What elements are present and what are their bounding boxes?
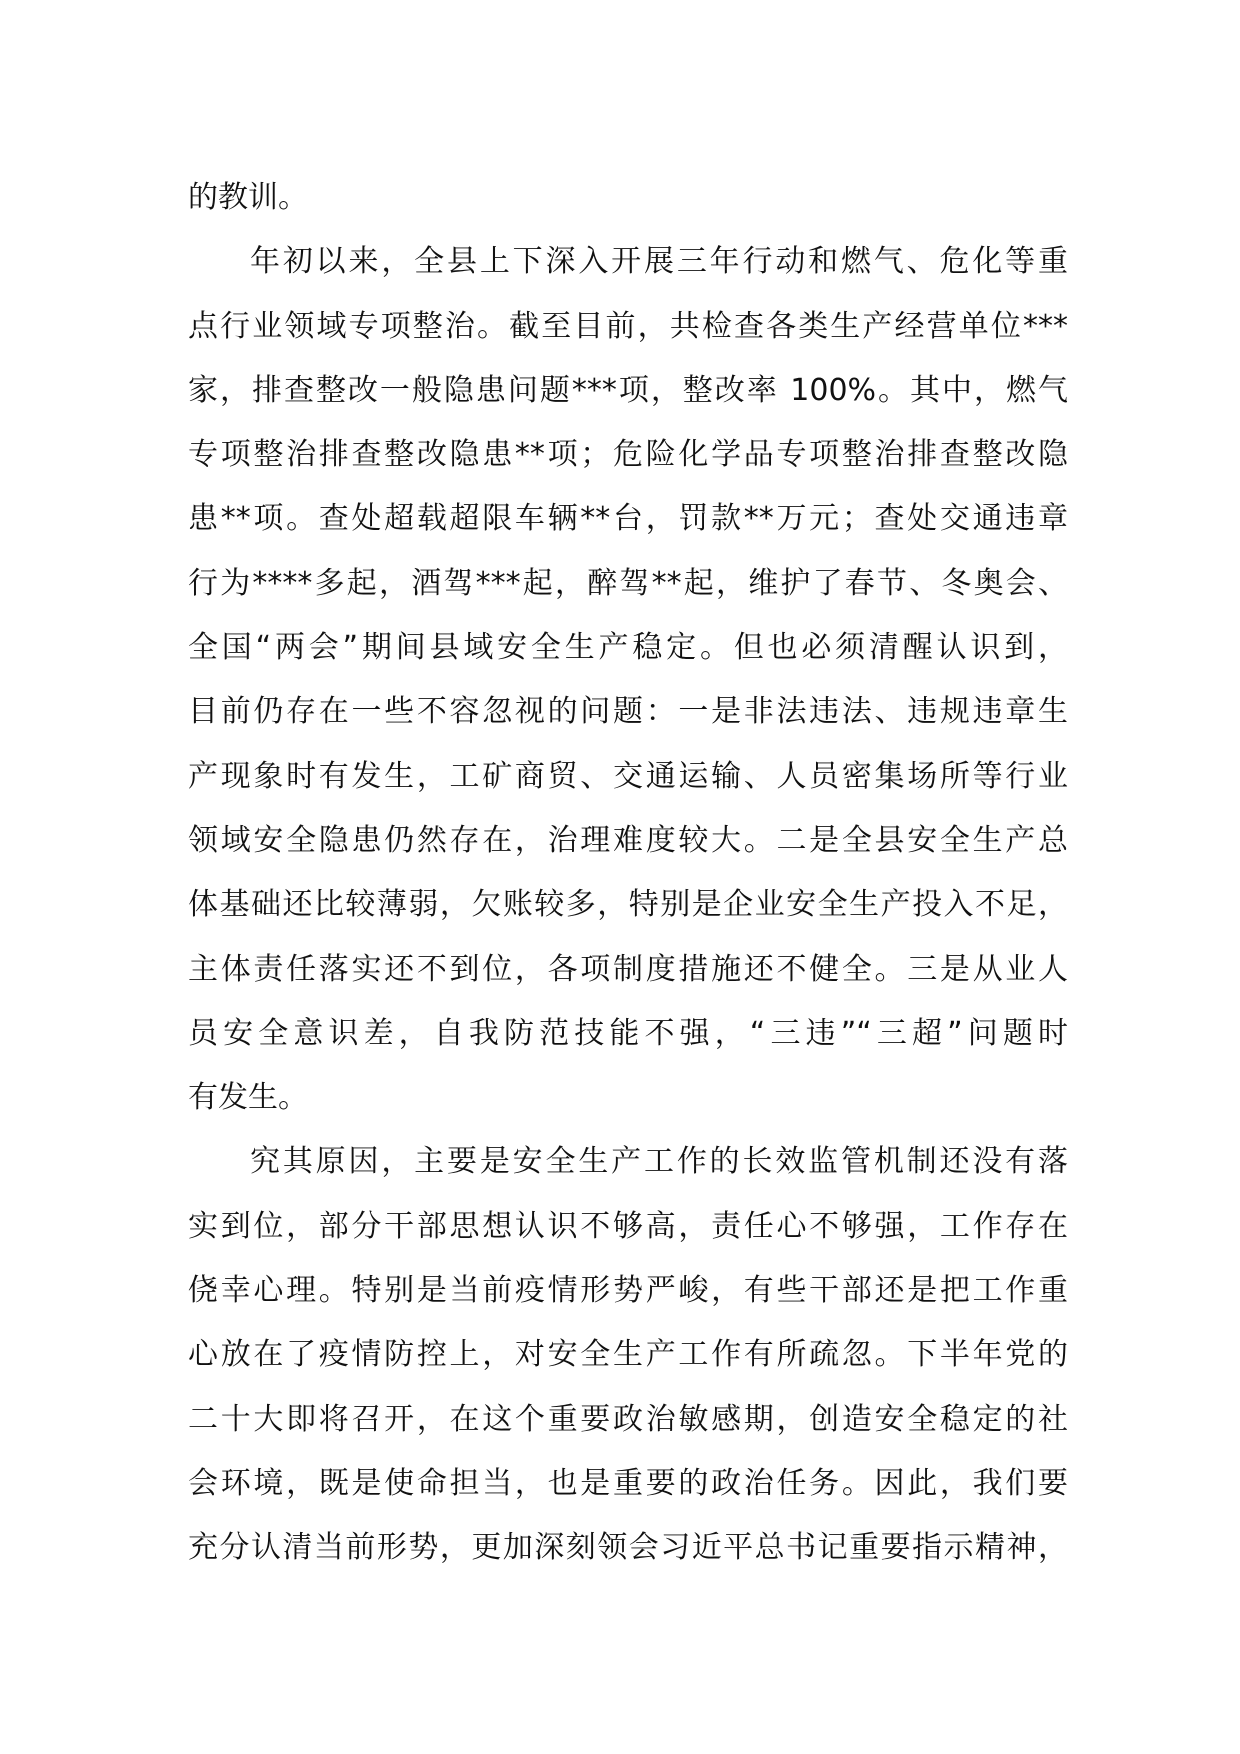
text-line: 产现象时有发生，工矿商贸、交通运输、人员密集场所等行业 (188, 758, 1068, 794)
text-line: 行为****多起，酒驾***起，醉驾**起，维护了春节、冬奥会、 (188, 565, 1068, 601)
text-line: 员安全意识差，自我防范技能不强，“三违”“三超”问题时 (188, 1015, 1068, 1051)
text-line: 全国“两会”期间县域安全生产稳定。但也必须清醒认识到， (188, 630, 1068, 666)
text-line: 专项整治排查整改隐患**项；危险化学品专项整治排查整改隐 (188, 437, 1068, 473)
document-body (188, 166, 1068, 1581)
text-line: 究其原因，主要是安全生产工作的长效监管机制还没有落 (250, 1144, 1068, 1180)
text-line: 二十大即将召开，在这个重要政治敏感期，创造安全稳定的社 (188, 1401, 1068, 1437)
text-line: 患**项。查处超载超限车辆**台，罚款**万元；查处交通违章 (188, 501, 1068, 537)
text-line: 家，排查整改一般隐患问题***项，整改率 100%。其中，燃气 (188, 372, 1068, 408)
text-line: 有发生。 (188, 1080, 308, 1116)
text-line: 领域安全隐患仍然存在，治理难度较大。二是全县安全生产总 (188, 822, 1068, 858)
text-line: 实到位，部分干部思想认识不够高，责任心不够强，工作存在 (188, 1208, 1068, 1244)
text-line: 主体责任落实还不到位，各项制度措施还不健全。三是从业人 (188, 951, 1068, 987)
text-line: 点行业领域专项整治。截至目前，共检查各类生产经营单位*** (188, 308, 1068, 344)
text-line: 目前仍存在一些不容忽视的问题：一是非法违法、违规违章生 (188, 694, 1068, 730)
text-line: 侥幸心理。特别是当前疫情形势严峻，有些干部还是把工作重 (188, 1273, 1068, 1309)
text-line: 心放在了疫情防控上，对安全生产工作有所疏忽。下半年党的 (188, 1337, 1068, 1373)
text-line: 的教训。 (188, 180, 308, 215)
text-line: 体基础还比较薄弱，欠账较多，特别是企业安全生产投入不足， (188, 887, 1068, 923)
text-line: 年初以来，全县上下深入开展三年行动和燃气、危化等重 (250, 244, 1068, 280)
text-line: 充分认清当前形势，更加深刻领会习近平总书记重要指示精神， (188, 1530, 1068, 1566)
text-line: 会环境，既是使命担当，也是重要的政治任务。因此，我们要 (188, 1465, 1068, 1501)
